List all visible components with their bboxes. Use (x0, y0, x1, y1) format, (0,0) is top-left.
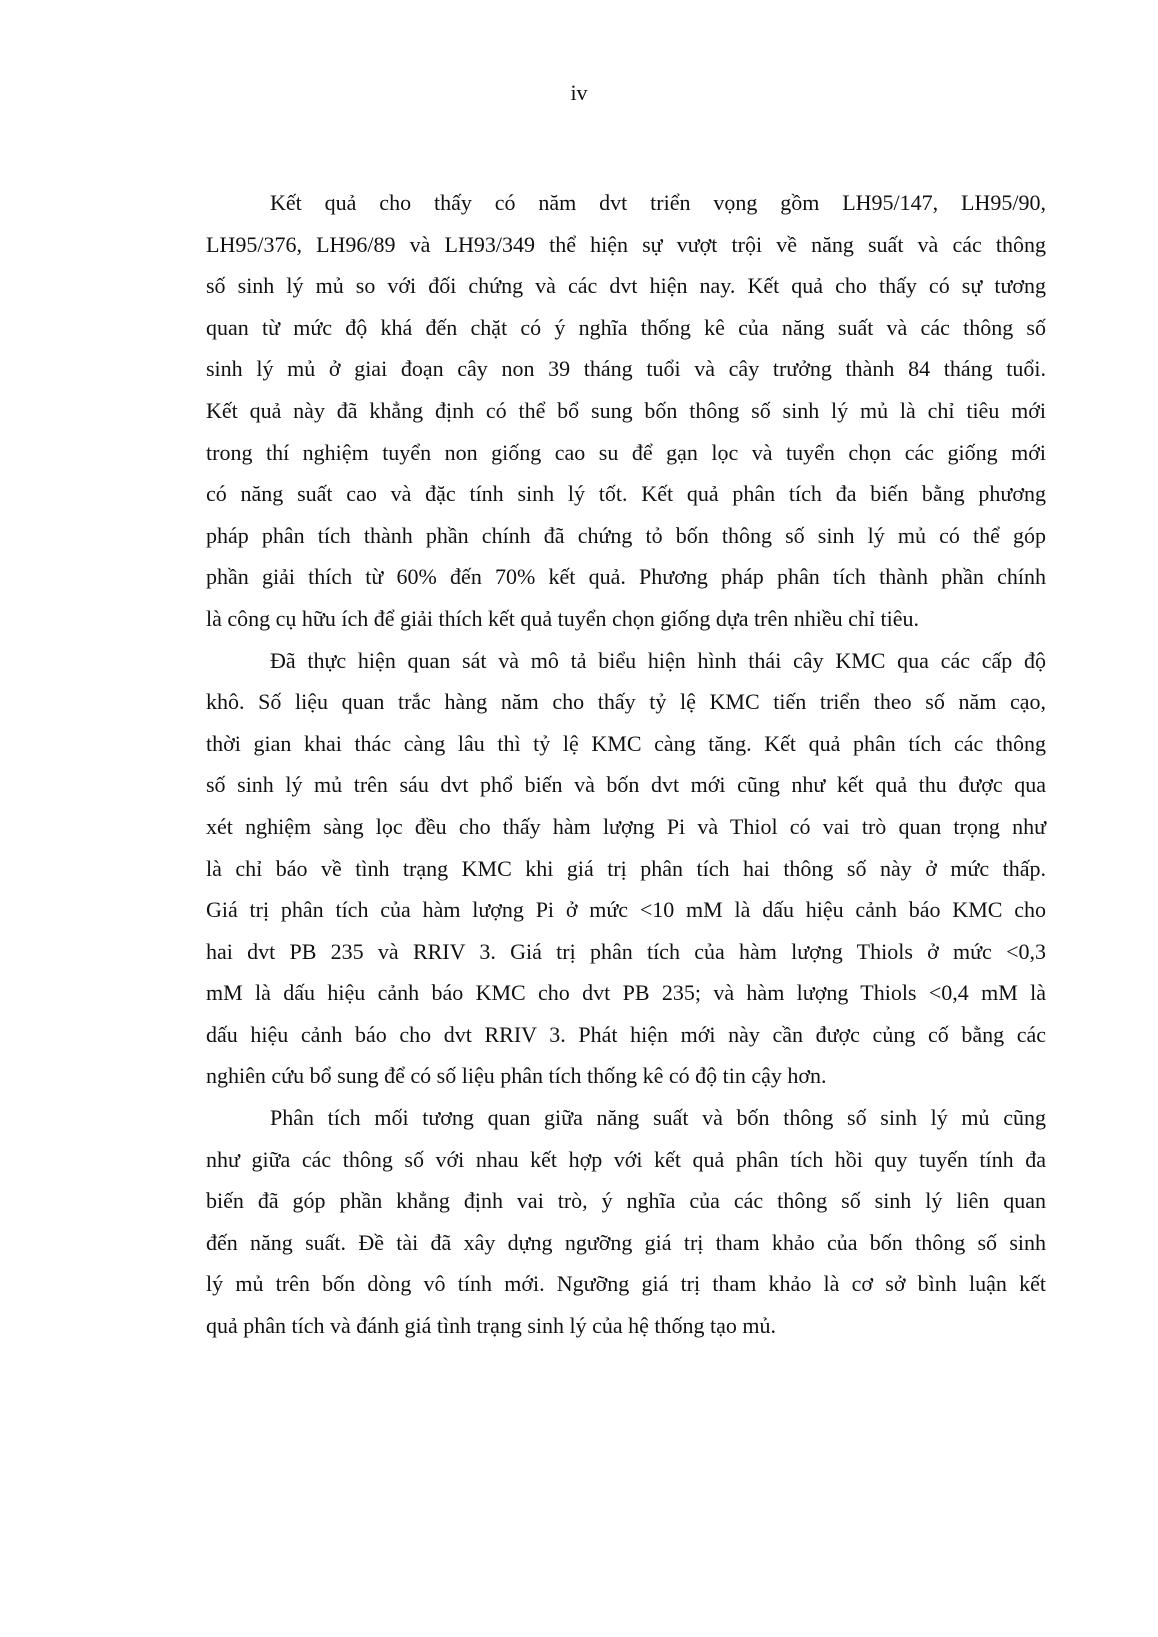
page-number: iv (570, 80, 588, 105)
text-line: biến đã góp phần khẳng định vai trò, ý nghĩa của các thông số sinh lý liên quan (206, 1188, 1046, 1214)
paragraph (206, 640, 1046, 1098)
text-line: LH95/376, LH96/89 và LH93/349 thể hiện sự vượt trội về năng suất và các thông (206, 231, 1046, 257)
text-line: xét nghiệm sàng lọc đều cho thấy hàm lượng Pi và Thiol có vai trò quan trọng như (206, 813, 1046, 839)
text-line: là công cụ hữu ích để giải thích kết quả tuyển chọn giống dựa trên nhiều chỉ tiêu. (206, 605, 919, 631)
text-line: có năng suất cao và đặc tính sinh lý tốt. Kết quả phân tích đa biến bằng phương (206, 481, 1046, 507)
text-line: số sinh lý mủ so với đối chứng và các dvt hiện nay. Kết quả cho thấy có sự tương (206, 273, 1046, 299)
paragraph (206, 182, 1046, 640)
text-line: như giữa các thông số với nhau kết hợp với kết quả phân tích hồi quy tuyến tính đa (206, 1146, 1046, 1172)
paragraph (206, 1097, 1046, 1347)
text-line: thời gian khai thác càng lâu thì tỷ lệ KMC càng tăng. Kết quả phân tích các thông (206, 730, 1046, 756)
text-line: Đã thực hiện quan sát và mô tả biểu hiện hình thái cây KMC qua các cấp độ (270, 647, 1046, 673)
text-line: Kết quả này đã khẳng định có thể bổ sung bốn thông số sinh lý mủ là chỉ tiêu mới (206, 397, 1046, 423)
text-line: Phân tích mối tương quan giữa năng suất và bốn thông số sinh lý mủ cũng (270, 1105, 1046, 1131)
text-line: quan từ mức độ khá đến chặt có ý nghĩa thống kê của năng suất và các thông số (206, 314, 1046, 340)
text-line: mM là dấu hiệu cảnh báo KMC cho dvt PB 235; và hàm lượng Thiols <0,4 mM là (206, 980, 1046, 1006)
text-line: quả phân tích và đánh giá tình trạng sinh lý của hệ thống tạo mủ. (206, 1313, 777, 1339)
text-line: Giá trị phân tích của hàm lượng Pi ở mức <10 mM là dấu hiệu cảnh báo KMC cho (206, 897, 1046, 923)
text-line: trong thí nghiệm tuyển non giống cao su để gạn lọc và tuyển chọn các giống mới (206, 439, 1046, 465)
text-line: đến năng suất. Đề tài đã xây dựng ngưỡng giá trị tham khảo của bốn thông số sinh (206, 1229, 1046, 1255)
text-line: khô. Số liệu quan trắc hàng năm cho thấy tỷ lệ KMC tiến triển theo số năm cạo, (206, 689, 1046, 715)
text-line: phần giải thích từ 60% đến 70% kết quả. Phương pháp phân tích thành phần chính (206, 564, 1046, 590)
text-line: hai dvt PB 235 và RRIV 3. Giá trị phân tích của hàm lượng Thiols ở mức <0,3 (206, 938, 1046, 964)
text-line: là chỉ báo về tình trạng KMC khi giá trị phân tích hai thông số này ở mức thấp. (206, 855, 1046, 881)
text-line: pháp phân tích thành phần chính đã chứng tỏ bốn thông số sinh lý mủ có thể góp (206, 522, 1046, 548)
text-line: số sinh lý mủ trên sáu dvt phổ biến và bốn dvt mới cũng như kết quả thu được qua (206, 772, 1046, 798)
text-line: Kết quả cho thấy có năm dvt triển vọng gồm LH95/147, LH95/90, (270, 190, 1046, 215)
document-body (206, 182, 1046, 1347)
text-line: sinh lý mủ ở giai đoạn cây non 39 tháng tuổi và cây trưởng thành 84 tháng tuổi. (206, 356, 1046, 382)
text-line: dấu hiệu cảnh báo cho dvt RRIV 3. Phát hiện mới này cần được củng cố bằng các (206, 1021, 1046, 1047)
text-line: nghiên cứu bổ sung để có số liệu phân tích thống kê có độ tin cậy hơn. (206, 1063, 827, 1089)
text-line: lý mủ trên bốn dòng vô tính mới. Ngưỡng giá trị tham khảo là cơ sở bình luận kết (206, 1271, 1046, 1297)
